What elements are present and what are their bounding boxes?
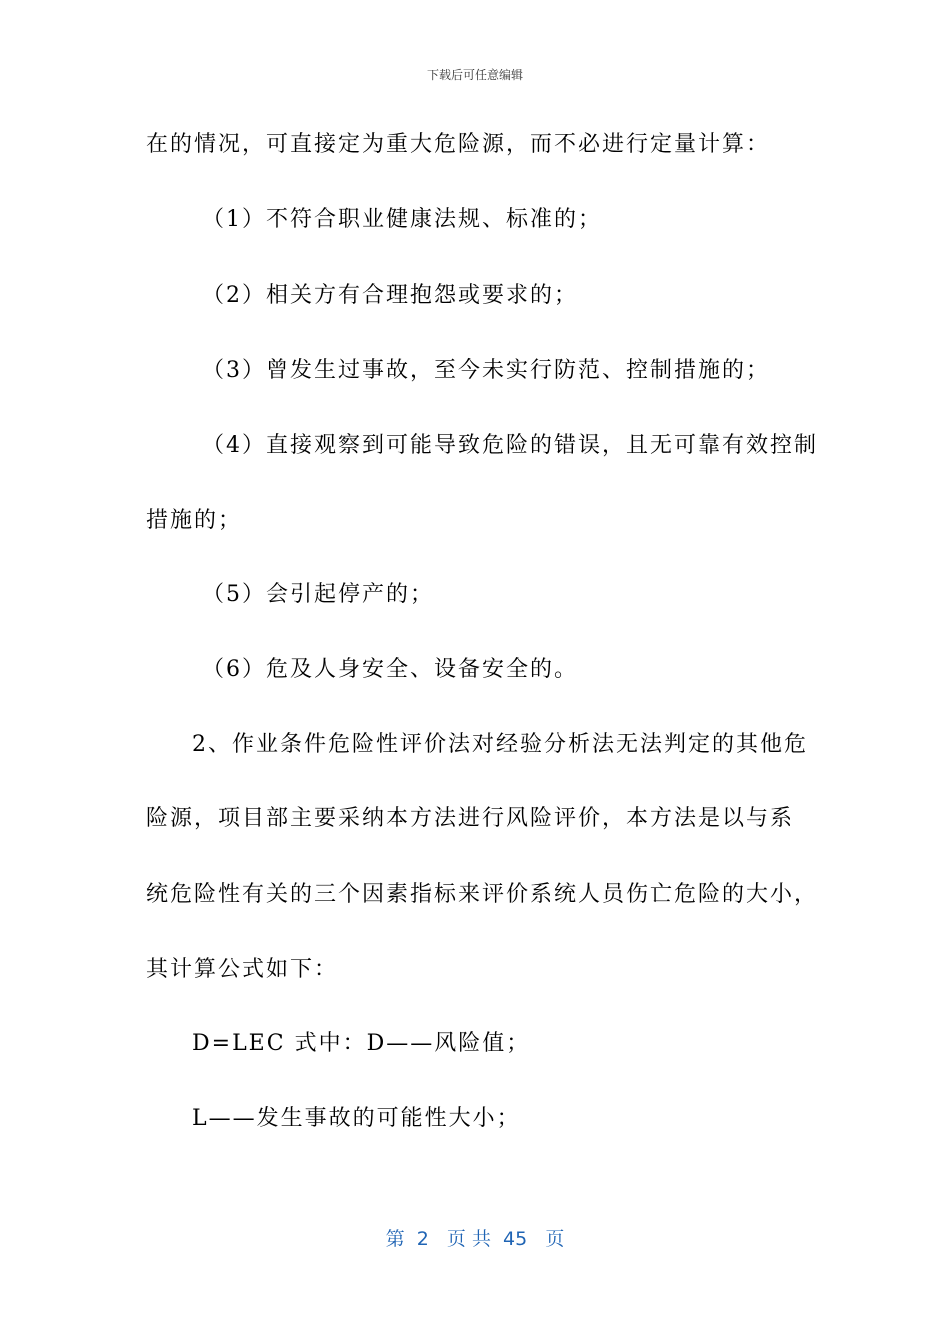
list-item: （3）曾发生过事故，至今未实行防范、控制措施的；	[202, 358, 770, 383]
text-line: 险源，项目部主要采纳本方法进行风险评价，本方法是以与系	[146, 806, 795, 831]
text-line: L——发生事故的可能性大小；	[192, 1106, 521, 1131]
text-line: 措施的；	[146, 508, 243, 533]
list-item: （2）相关方有合理抱怨或要求的；	[202, 283, 578, 308]
formula-line: D=LEC 式中：D——风险值；	[192, 1031, 531, 1056]
list-item: （1）不符合职业健康法规、标准的；	[202, 207, 602, 232]
text-line: 在的情况，可直接定为重大危险源，而不必进行定量计算：	[146, 132, 771, 157]
text-line: 其计算公式如下：	[146, 957, 339, 982]
list-item: （5）会引起停产的；	[202, 582, 434, 607]
list-item: （6）危及人身安全、设备安全的。	[202, 657, 578, 682]
page-number: 第 2 页 共 45 页	[385, 1228, 565, 1250]
text-line: 2、作业条件危险性评价法对经验分析法无法判定的其他危	[192, 732, 808, 757]
text-line: 统危险性有关的三个因素指标来评价系统人员伤亡危险的大小，	[146, 882, 819, 907]
page-header: 下载后可任意编辑	[426, 68, 523, 82]
list-item: （4）直接观察到可能导致危险的错误，且无可靠有效控制	[202, 433, 818, 458]
